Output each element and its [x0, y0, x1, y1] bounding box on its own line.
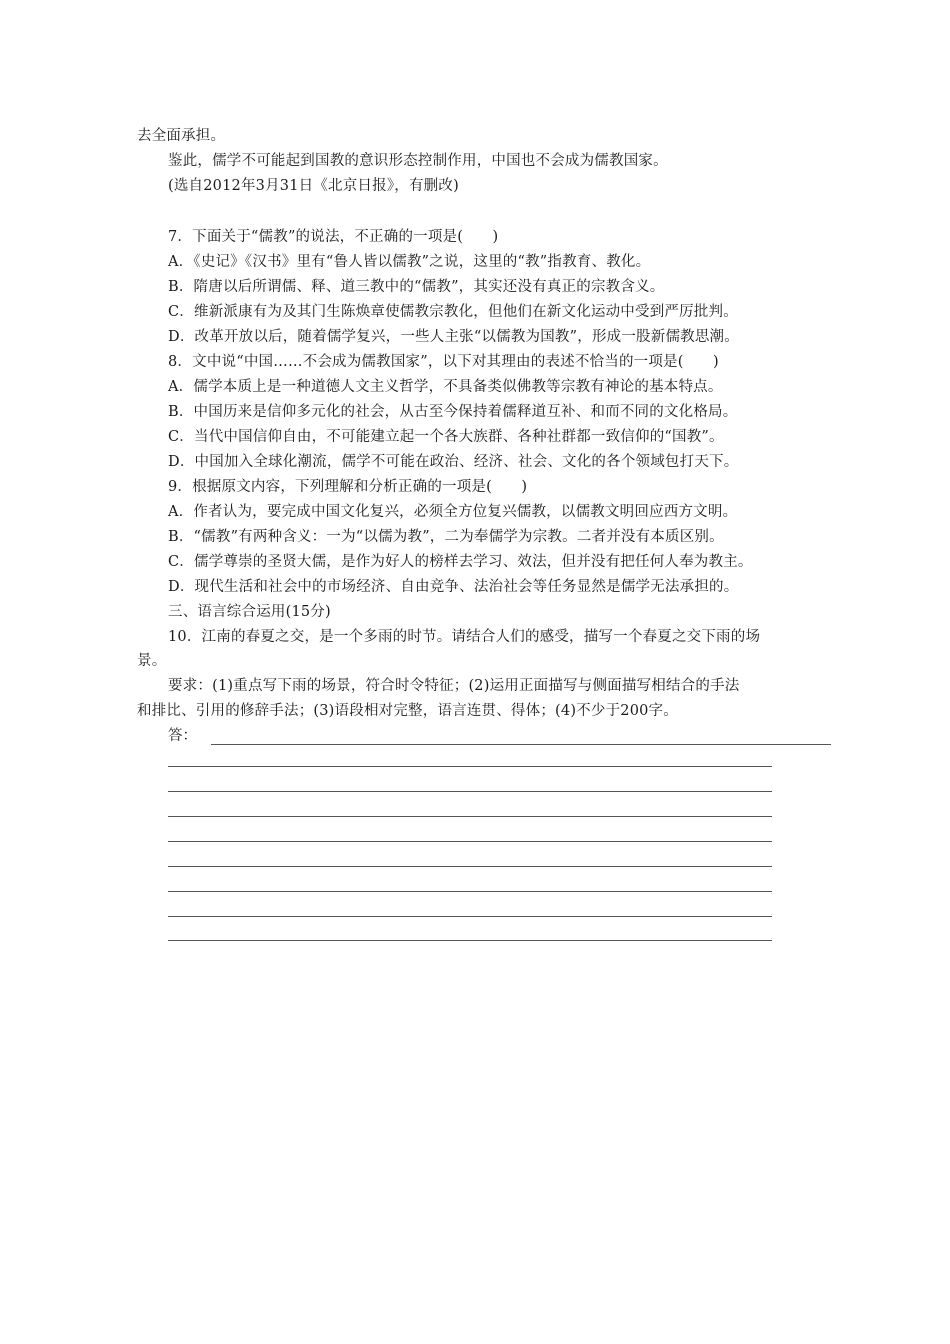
answer-line[interactable] — [168, 891, 772, 892]
question-9-option-d: D．现代生活和社会中的市场经济、自由竞争、法治社会等任务显然是儒学无法承担的。 — [168, 579, 739, 595]
answer-line[interactable] — [168, 841, 772, 842]
question-10-requirements-continued: 和排比、引用的修辞手法；(3)语段相对完整，语言连贯、得体；(4)不少于200字。 — [137, 703, 678, 719]
answer-line[interactable] — [168, 766, 772, 767]
answer-area — [168, 727, 831, 745]
question-8-option-a: A．儒学本质上是一种道德人文主义哲学，不具备类似佛教等宗教有神论的基本特点。 — [168, 379, 723, 395]
question-7-stem: 7．下面关于“儒教”的说法，不正确的一项是( ) — [168, 229, 499, 245]
answer-line[interactable] — [211, 732, 831, 745]
passage-continuation: 去全面承担。 — [137, 128, 226, 144]
section-3-heading: 三、语言综合运用(15分) — [168, 604, 331, 620]
question-7-option-b: B．隋唐以后所谓儒、释、道三教中的“儒教”，其实还没有真正的宗教含义。 — [168, 279, 665, 295]
question-7-option-d: D．改革开放以后，随着儒学复兴，一些人主张“以儒教为国教”，形成一股新儒教思潮。 — [168, 329, 739, 345]
passage-source: (选自2012年3月31日《北京日报》，有删改) — [168, 178, 459, 194]
question-8-option-d: D．中国加入全球化潮流，儒学不可能在政治、经济、社会、文化的各个领域包打天下。 — [168, 454, 739, 470]
question-9-stem: 9．根据原文内容，下列理解和分析正确的一项是( ) — [168, 479, 528, 495]
question-9-option-c: C．儒学尊崇的圣贤大儒，是作为好人的榜样去学习、效法，但并没有把任何人奉为教主。 — [168, 554, 753, 570]
answer-line[interactable] — [168, 916, 772, 917]
answer-line[interactable] — [168, 816, 772, 817]
passage-conclusion: 鉴此，儒学不可能起到国教的意识形态控制作用，中国也不会成为儒教国家。 — [168, 153, 668, 169]
question-9-option-a: A．作者认为，要完成中国文化复兴，必须全方位复兴儒教，以儒教文明回应西方文明。 — [168, 504, 738, 520]
question-7-option-a: A．《史记》《汉书》里有“鲁人皆以儒教”之说，这里的“教”指教育、教化。 — [168, 254, 651, 270]
question-8-option-c: C．当代中国信仰自由，不可能建立起一个各大族群、各种社群都一致信仰的“国教”。 — [168, 429, 724, 445]
question-10-stem: 10．江南的春夏之交，是一个多雨的时节。请结合人们的感受，描写一个春夏之交下雨的场 — [168, 629, 761, 645]
answer-label: 答： — [168, 728, 197, 744]
answer-line[interactable] — [168, 940, 772, 941]
answer-line[interactable] — [168, 866, 772, 867]
question-10-requirements: 要求：(1)重点写下雨的场景，符合时令特征；(2)运用正面描写与侧面描写相结合的手法 — [168, 678, 740, 694]
question-7-option-c: C．维新派康有为及其门生陈焕章使儒教宗教化，但他们在新文化运动中受到严厉批判。 — [168, 304, 738, 320]
question-8-stem: 8．文中说“中国……不会成为儒教国家”，以下对其理由的表述不恰当的一项是( ) — [168, 354, 719, 370]
question-8-option-b: B．中国历来是信仰多元化的社会，从古至今保持着儒释道互补、和而不同的文化格局。 — [168, 404, 738, 420]
answer-line[interactable] — [168, 791, 772, 792]
question-9-option-b: B．“儒教”有两种含义：一为“以儒为教”，二为奉儒学为宗教。二者并没有本质区别。 — [168, 529, 724, 545]
question-10-stem-continued: 景。 — [137, 653, 167, 669]
